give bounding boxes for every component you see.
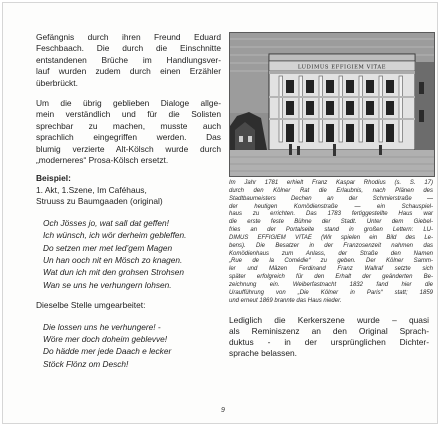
caption-line: Uraufführung von „Die Kölner in Paris“ statt; 1859: [229, 289, 433, 296]
text-line: Lediglich die Kerkerszene wurde – quasi: [229, 314, 429, 325]
quote-line: Wöre mer doch doheim geblevve!: [43, 333, 168, 344]
rewritten-label: Dieselbe Stelle umgearbeitet:: [36, 300, 146, 311]
quote-line: Do setzen mer met led’gem Magen: [43, 242, 173, 253]
quote-line: Stöck Flönz om Desch!: [43, 358, 129, 369]
text-line: 1. Akt, 1.Szene, Im Caféhaus,: [36, 184, 147, 195]
caption-line: Stadtbaumeisters Dechen an der Schmierstraße —: [229, 195, 433, 202]
text-line: lauf wurden zudem durch einen Erzähler: [36, 66, 221, 77]
right-column: [229, 32, 435, 359]
quote-line: Do hädde mer jede Daach e lecker: [43, 346, 172, 357]
text-line: blumig verzierte Alt-Kölsch wurde durch: [36, 143, 221, 154]
text-line: sprachlich eingegriffen werden. Das: [36, 132, 221, 143]
caption-line: die erste feste Bühne der Stadt. Unter dem Giebel-: [229, 219, 433, 226]
original-quote: [36, 217, 221, 291]
left-column: [36, 32, 221, 370]
language-paragraph: [36, 98, 221, 166]
book-page: [2, 2, 438, 424]
text-line: Gefängnis durch ihren Freund Eduard: [36, 32, 221, 42]
text-line: Um die übrig geblieben Dialoge allge-: [36, 98, 221, 109]
text-line: sprechbar zu machen, musste auch: [36, 120, 221, 131]
caption-line: ler und Mäzen Ferdinand Franz Wallraf setzte sich: [229, 266, 433, 273]
page-number: 9: [221, 407, 225, 414]
caption-line: Komödienhaus zum Anlass, der Straße den Namen: [229, 250, 433, 257]
caption-line: und erneut 1869 brannte das Haus nieder.: [229, 297, 342, 304]
caption-line: DIMUS EFFIGIEM VITAE (Wir spielen ein Bild des Le-: [229, 234, 433, 241]
example-heading: Beispiel:: [36, 173, 71, 184]
text-line: überbrückt.: [36, 77, 78, 88]
quote-line: Och Jösses jo, wat sall dat geffen!: [43, 217, 169, 228]
quote-line: Wat dun ich mit den grohsen Strohsen: [43, 267, 184, 278]
quote-line: Die lossen uns he verhungere! -: [43, 321, 161, 332]
quote-line: Wan se uns he verhungern lohsen.: [43, 279, 172, 290]
quote-line: Un han ooch nit en Mösch zo knagen.: [43, 254, 183, 265]
caption-line: haus zu errichten. Das 1783 fertiggestellte Haus war: [229, 211, 433, 218]
caption-line: der heutigen Komödienstraße — ein Schauspiel-: [229, 203, 433, 210]
text-line: duktus - in der ursprünglichen Dichter-: [229, 336, 429, 347]
frieze-inscription: LUDIMUS EFFIGIEM VITAE: [297, 64, 387, 71]
text-line: „moderneres“ Prosa-Kölsch ersetzt.: [36, 155, 169, 166]
caption-line: zeichnung ein. Weiberfastnacht 1832 fand hier die: [229, 281, 433, 288]
example-reference: [36, 185, 221, 208]
text-line: Struuss zu Baumgaaden (original): [36, 196, 163, 207]
text-line: mein verständlich und für die Solisten: [36, 109, 221, 120]
caption-line: Im Jahr 1781 erhielt Franz Kaspar Rhodius (s. S. 17): [229, 180, 433, 186]
rewritten-quote: [36, 321, 221, 371]
closing-paragraph: [229, 315, 429, 360]
caption-line: fries an der Portalseite stand in großen Lettern: LU-: [229, 227, 433, 234]
caption-line: durch den Kölner Rat die Erlaubnis, nach Plänen des: [229, 187, 433, 194]
text-line: Feschbaach. Die durch die Einschnitte: [36, 43, 221, 54]
quote-line: Ich wünsch, ich wör derheim gebleffen.: [43, 230, 187, 241]
figure-caption: [229, 180, 433, 306]
intro-paragraph: [36, 32, 221, 89]
caption-line: „Rue de la Comédie“ zu geben. Der Kölner Samm-: [229, 258, 433, 265]
caption-line: bens). Die Besatzer in der Franzosenzeit nahmen das: [229, 242, 433, 249]
text-line: entstandenen Brüche im Handlungsver-: [36, 54, 221, 65]
text-line: sprache belassen.: [229, 348, 297, 359]
text-line: als Reminiszenz an den Original Sprach-: [229, 325, 429, 336]
caption-line: später erfolgreich für den Erhalt der geänderten Be-: [229, 274, 433, 281]
theatre-engraving-image: [229, 32, 435, 177]
